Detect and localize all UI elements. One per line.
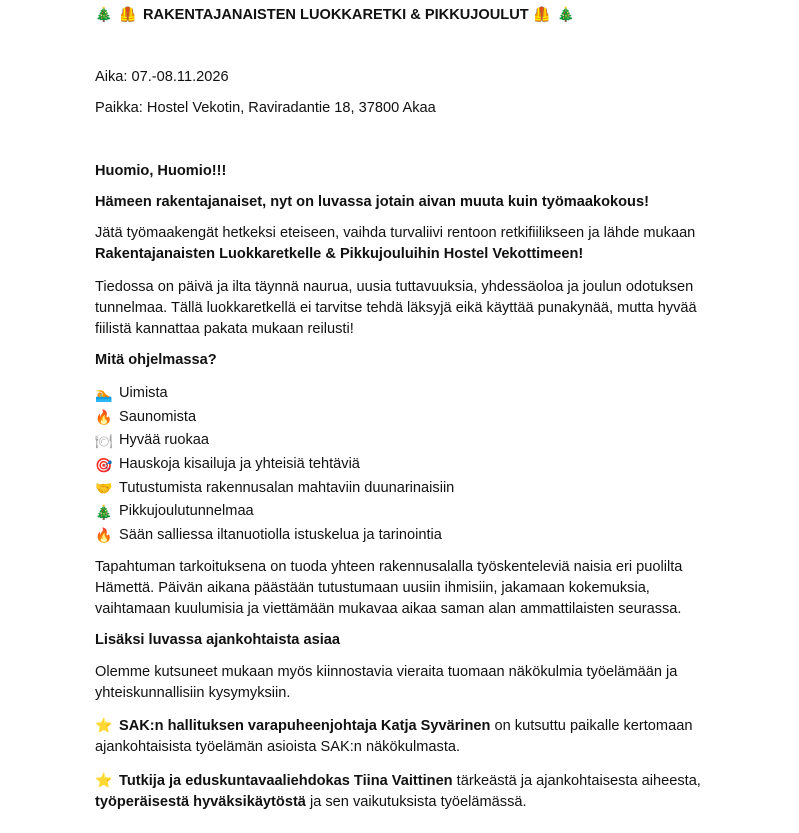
fire-icon: 🔥 [95, 409, 113, 426]
program-item [95, 382, 454, 406]
program-item [95, 524, 454, 548]
star-icon: ⭐ [95, 772, 113, 788]
lead-paragraph: Hämeen rakentajanaiset, nyt on luvassa jotain aivan muuta kuin työmaakokous! [95, 194, 649, 210]
program-item [95, 406, 454, 430]
event-time: Aika: 07.-08.11.2026 [95, 69, 229, 85]
extra-heading: Lisäksi luvassa ajankohtaista asiaa [95, 632, 340, 648]
program-item-label: Pikkujoulutunnelmaa [119, 503, 254, 520]
program-list [95, 382, 454, 547]
star-icon: ⭐ [95, 717, 113, 733]
speaker-description: tärkeästä ja ajankohtaisesta aiheesta, [452, 773, 701, 789]
safety-vest-icon: 🦺 [533, 6, 551, 22]
safety-vest-icon: 🦺 [119, 6, 137, 22]
description-paragraph: Tiedossa on päivä ja ilta täynnä naurua, uusia tuttavuuksia, yhdessäoloa ja joulun odotuksen tunnelmaa. Tällä luokkaretkellä ei tarvitse tehdä läksyjä eikä käyttää punakynää, mutta hyvää fiilistä kannattaa pakata mukaan reilusti! [95, 279, 697, 337]
speaker-paragraph [95, 716, 725, 758]
program-item-label: Hauskoja kisailuja ja yhteisiä tehtäviä [119, 456, 360, 473]
speaker-name: Tutkija ja eduskuntavaaliehdokas Tiina Vaittinen [119, 773, 453, 789]
program-item [95, 500, 454, 524]
invitation-event-name: Rakentajanaisten Luokkaretkelle & Pikkujouluihin Hostel Vekottimeen! [95, 246, 584, 262]
program-item-label: Hyvää ruokaa [119, 432, 210, 449]
target-icon: 🎯 [95, 456, 113, 473]
christmas-tree-icon: 🎄 [95, 503, 113, 520]
title-text: RAKENTAJANAISTEN LUOKKARETKI & PIKKUJOULUT [143, 7, 529, 23]
christmas-tree-icon: 🎄 [95, 6, 113, 22]
handshake-icon: 🤝 [95, 480, 113, 497]
fire-icon: 🔥 [95, 527, 113, 544]
attention-heading: Huomio, Huomio!!! [95, 163, 227, 179]
program-item [95, 429, 454, 453]
program-item-label: Tutustumista rakennusalan mahtaviin duunarinaisiin [119, 479, 455, 496]
speaker-name: SAK:n hallituksen varapuheenjohtaja Katja Syvärinen [119, 718, 491, 734]
program-item-label: Uimista [119, 385, 168, 402]
program-item-label: Saunomista [119, 408, 197, 425]
speaker-description-end: ja sen vaikutuksista työelämässä. [305, 794, 527, 810]
program-heading: Mitä ohjelmassa? [95, 352, 217, 368]
program-item [95, 476, 454, 500]
program-item-label: Sään salliessa iltanuotiolla istuskelua ja tarinointia [119, 526, 442, 543]
page-title [95, 5, 581, 26]
speaker-paragraph [95, 771, 725, 813]
speaker-description: on kutsuttu paikalle kertomaan ajankohtaisista työelämän asioista SAK:n näkökulmasta. [95, 718, 693, 755]
speaker-topic: työperäisestä hyväksikäytöstä [95, 794, 306, 810]
event-place: Paikka: Hostel Vekotin, Raviradantie 18, 37800 Akaa [95, 100, 436, 116]
christmas-tree-icon: 🎄 [557, 6, 575, 22]
invitation-paragraph [95, 223, 725, 265]
invitation-text: Jätä työmaakengät hetkeksi eteiseen, vaihda turvaliivi rentoon retkifiilikseen ja lähde mukaan [95, 225, 696, 241]
plate-icon: 🍽 [95, 432, 113, 449]
purpose-paragraph: Tapahtuman tarkoituksena on tuoda yhteen rakennusalalla työskenteleviä naisia eri puolilta Hämettä. Päivän aikana päästään tutustumaan uusiin ihmisiin, jakamaan kokemuksia, vaihtamaan kuulumisia ja viettämään mukavaa aikaa saman alan ammattilaisten seurassa. [95, 559, 683, 617]
guests-paragraph: Olemme kutsuneet mukaan myös kiinnostavia vieraita tuomaan näkökulmia työelämään ja yhteiskunnallisiin kysymyksiin. [95, 664, 678, 701]
program-item [95, 453, 454, 477]
swimmer-icon: 🏊 [95, 385, 113, 402]
